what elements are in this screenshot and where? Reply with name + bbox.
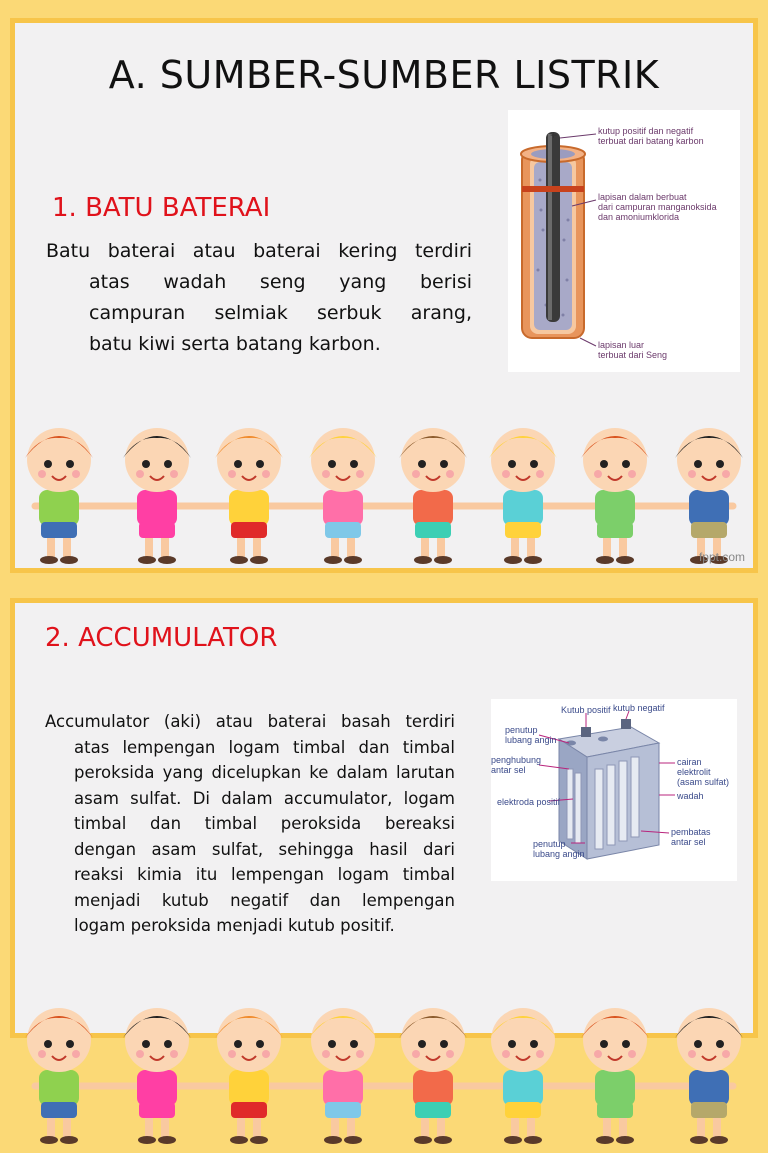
child-figure <box>675 1008 743 1144</box>
child-figure <box>489 428 557 564</box>
slide-title: A. SUMBER-SUMBER LISTRIK <box>108 53 660 97</box>
kids-decoration <box>15 418 753 568</box>
paragraph-line: asam sulfat. Di dalam accumulator, logam <box>74 788 455 808</box>
child-figure <box>489 1008 557 1144</box>
batu-baterai-paragraph <box>46 236 472 360</box>
section-heading-batu-baterai: 1. BATU BATERAI <box>52 193 271 223</box>
child-figure <box>399 428 467 564</box>
paragraph-line: atas lempengan logam timbal dan timbal <box>74 737 455 757</box>
child-figure <box>123 428 191 564</box>
child-figure <box>123 1008 191 1144</box>
child-figure <box>25 428 93 564</box>
battery-label-inner-layer: lapisan dalam berbuat dari campuran manganoksida dan amoniumklorida <box>598 192 717 222</box>
paragraph-line: campuran selmiak serbuk arang, <box>89 302 472 324</box>
slide-2 <box>10 598 758 1038</box>
accu-label-negative-terminal: kutub negatif <box>613 703 665 713</box>
accu-label-vent-cap-top: penutup lubang angin <box>505 725 557 745</box>
battery-label-outer-layer: lapisan luar terbuat dari Seng <box>598 340 668 360</box>
paragraph-line: reaksi kimia itu lempengan logam timbal <box>74 865 455 884</box>
accu-label-container: wadah <box>677 791 704 801</box>
accu-label-positive-electrode: elektroda positif <box>497 797 561 807</box>
paragraph-line: dengan asam sulfat, sehingga hasil dari <box>74 839 455 859</box>
children-holding-hands-illustration <box>15 418 753 568</box>
paragraph-line: timbal dan timbal peroksida bereaksi <box>74 814 455 833</box>
plus-sign: + <box>550 128 558 142</box>
battery-diagram <box>508 110 740 372</box>
child-figure <box>581 1008 649 1144</box>
paragraph-line: atas wadah seng yang berisi <box>89 271 472 293</box>
watermark: fppt.com <box>698 550 745 564</box>
children-holding-hands-illustration <box>15 998 753 1148</box>
slide-1 <box>10 18 758 573</box>
child-figure <box>309 1008 377 1144</box>
paragraph-line: logam peroksida menjadi kutub positif. <box>74 916 395 935</box>
accu-label-electrolyte: cairan elektrolit (asam sulfat) <box>677 757 730 787</box>
section-heading-accumulator: 2. ACCUMULATOR <box>45 623 278 653</box>
accumulator-diagram <box>491 699 737 881</box>
child-figure <box>25 1008 93 1144</box>
paragraph-line: Accumulator (aki) atau baterai basah terdiri <box>45 712 455 731</box>
child-figure <box>581 428 649 564</box>
child-figure <box>675 428 743 564</box>
paragraph-line: batu kiwi serta batang karbon. <box>89 333 381 355</box>
child-figure <box>399 1008 467 1144</box>
paragraph-line: Batu baterai atau baterai kering terdiri <box>46 240 472 262</box>
child-figure <box>215 428 283 564</box>
accu-label-positive-terminal: Kutub positif <box>561 705 611 715</box>
child-figure <box>309 428 377 564</box>
battery-cross-section-illustration <box>508 110 740 372</box>
accu-label-cell-connector: penghubung antar sel <box>491 755 542 775</box>
accumulator-paragraph <box>45 709 455 939</box>
battery-label-carbon: kutup positif dan negatif terbuat dari batang karbon <box>598 126 704 146</box>
paragraph-line: menjadi kutub negatif dan lempengan <box>74 890 455 910</box>
paragraph-line: peroksida yang dicelupkan ke dalam larutan <box>74 763 455 782</box>
kids-decoration <box>15 998 753 1148</box>
child-figure <box>215 1008 283 1144</box>
accu-label-cell-separator: pembatas antar sel <box>671 827 711 847</box>
accu-label-vent-cap-bottom: penutup lubang angin <box>533 839 585 859</box>
